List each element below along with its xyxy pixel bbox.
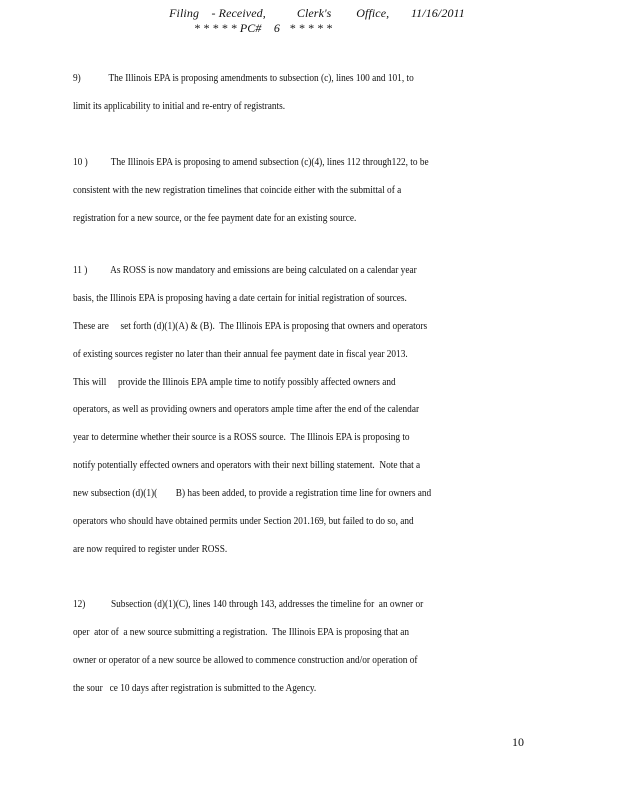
text-line: are now required to register under ROSS. [73,544,228,555]
text-line: oper ator of a new source submitting a registration. The Illinois EPA is proposing that an [73,627,410,638]
filing-stamp-line-1: Filing - Received, Clerk's Office, 11/16/2011 [169,6,465,20]
text-line: This will provide the Illinois EPA ample time to notify possibly affected owners and [73,377,396,388]
text-line: 9) The Illinois EPA is proposing amendments to subsection (c), lines 100 and 101, to [73,73,414,84]
text-line: limit its applicability to initial and re-entry of registrants. [73,101,286,112]
text-line: basis, the Illinois EPA is proposing having a date certain for initial registration of sources. [73,293,407,304]
text-line: the sour ce 10 days after registration is submitted to the Agency. [73,683,317,694]
text-line: registration for a new source, or the fee payment date for an existing source. [73,213,357,224]
text-line: notify potentially effected owners and operators with their next billing statement. Note that a [73,460,421,471]
text-line: year to determine whether their source is a ROSS source. The Illinois EPA is proposing to [73,432,410,443]
text-line: of existing sources register no later than their annual fee payment date in fiscal year 2013. [73,349,408,360]
text-line: These are set forth (d)(1)(A) & (B). The Illinois EPA is proposing that owners and operators [73,321,428,332]
filing-stamp-line-2: * * * * * PC# 6 * * * * * [193,21,333,35]
text-line: owner or operator of a new source be allowed to commence construction and/or operation of [73,655,418,666]
text-line: 12) Subsection (d)(1)(C), lines 140 through 143, addresses the timeline for an owner or [73,599,424,610]
text-line: new subsection (d)(1)( B) has been added, to provide a registration time line for owners and [73,488,432,499]
page-number: 10 [512,735,524,749]
text-line: operators, as well as providing owners and operators ample time after the end of the calendar [73,404,420,415]
text-line: consistent with the new registration timelines that coincide either with the submittal of a [73,185,402,196]
text-line: 11 ) As ROSS is now mandatory and emissions are being calculated on a calendar year [73,265,417,276]
text-line: operators who should have obtained permits under Section 201.169, but failed to do so, and [73,516,414,527]
text-line: 10 ) The Illinois EPA is proposing to amend subsection (c)(4), lines 112 through122, to be [73,157,429,168]
